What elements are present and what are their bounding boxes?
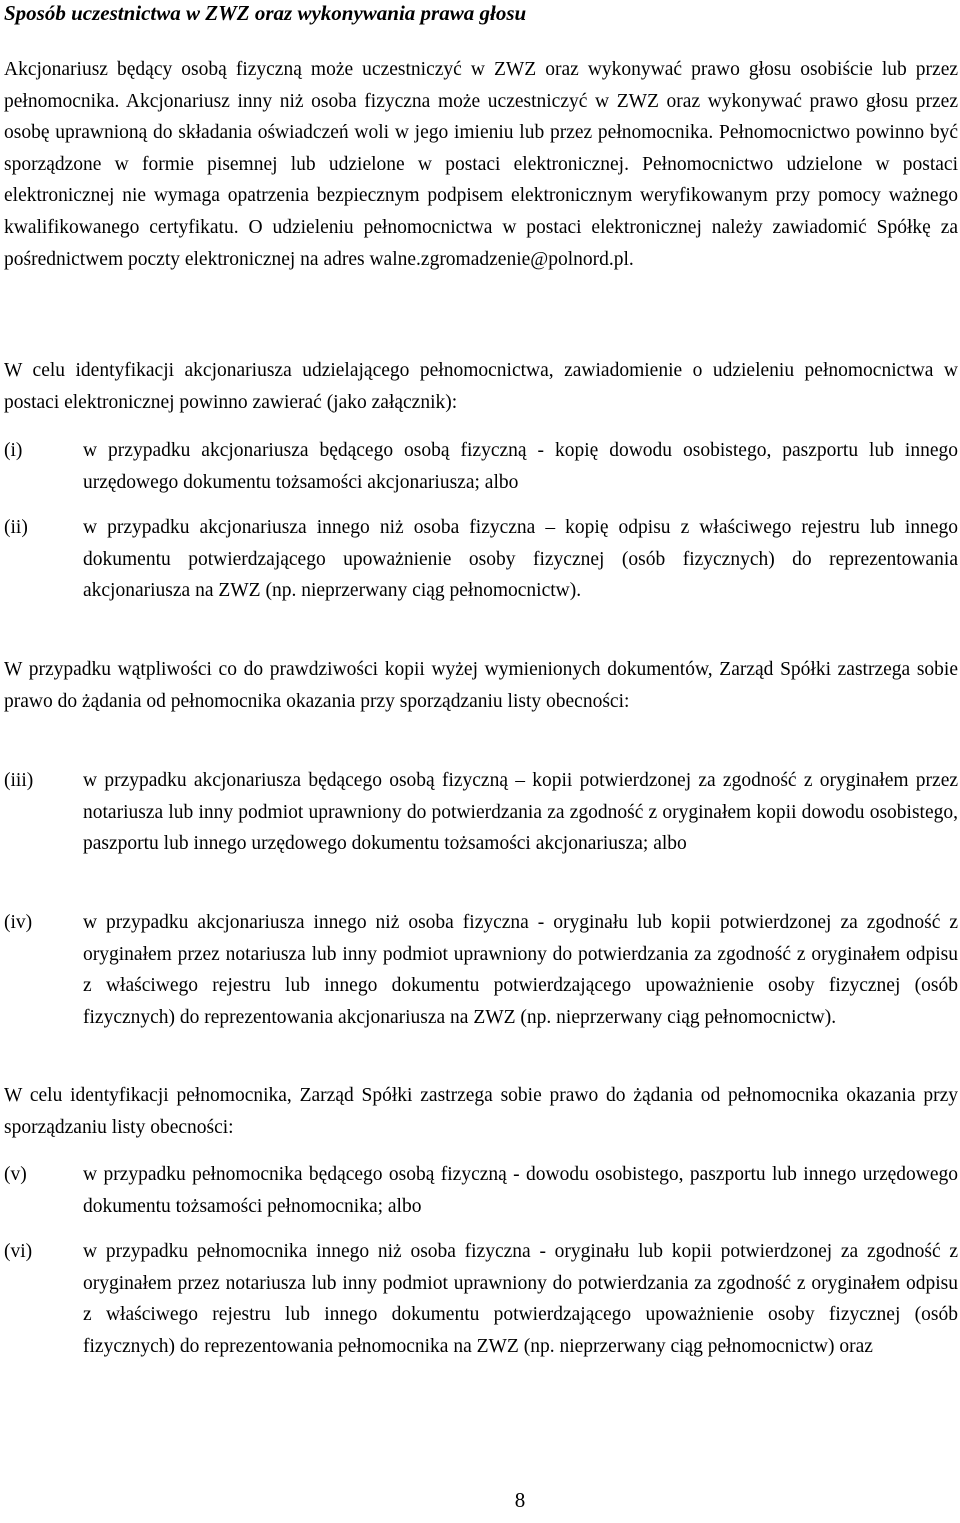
paragraph-proxy-identification: W celu identyfikacji pełnomocnika, Zarząd Spółki zastrzega sobie prawo do żądania od pełnomocnika okazania przy sporządzaniu listy obecności:	[4, 1085, 958, 1138]
page-number: 8	[514, 1488, 526, 1512]
list-item-text: w przypadku pełnomocnika będącego osobą fizyczną - dowodu osobistego, paszportu lub innego urzędowego dokumentu tożsamości pełnomocnika; albo	[83, 1164, 958, 1217]
list-item-text: w przypadku akcjonariusza innego niż osoba fizyczna - oryginału lub kopii potwierdzonej za zgodność z oryginałem przez notariusza lub inny podmiot uprawniony do potwierdzania za zgodność z oryginałem odpisu z właściwego rejestru lub innego dokumentu potwierdzającego upoważnienie osoby fizycznej (osób fizycznych) do reprezentowania akcjonariusza na ZWZ (np. nieprzerwany ciąg pełnomocnictw).	[83, 912, 958, 1028]
paragraph-document-verification: W przypadku wątpliwości co do prawdziwości kopii wyżej wymienionych dokumentów, Zarząd Spółki zastrzega sobie prawo do żądania od pełnomocnika okazania przy sporządzaniu listy obecności:	[4, 659, 958, 712]
list-item	[4, 1236, 958, 1362]
section-heading: Sposób uczestnictwa w ZWZ oraz wykonywania prawa głosu	[4, 1, 527, 25]
list-item-text: w przypadku akcjonariusza innego niż osoba fizyczna – kopię odpisu z właściwego rejestru lub innego dokumentu potwierdzającego upoważnienie osoby fizycznej (osób fizycznych) do reprezentowania akcjonariusza na ZWZ (np. nieprzerwany ciąg pełnomocnictw).	[83, 517, 958, 602]
list-item	[4, 765, 958, 860]
list-item	[4, 512, 958, 607]
list-marker: (vi)	[4, 1241, 33, 1262]
paragraph-participation-rules: Akcjonariusz będący osobą fizyczną może uczestniczyć w ZWZ oraz wykonywać prawo głosu osobiście lub przez pełnomocnika. Akcjonariusz inny niż osoba fizyczna może uczestniczyć w ZWZ oraz wykonywać prawo głosu przez osobę uprawnioną do składania oświadczeń woli w jego imieniu lub przez pełnomocnika. Pełnomocnictwo powinno być sporządzone w formie pisemnej lub udzielone w postaci elektronicznej. Pełnomocnictwo udzielone w postaci elektronicznej nie wymaga opatrzenia bezpiecznym podpisem elektronicznym weryfikowanym przy pomocy ważnego kwalifikowanego certyfikatu. O udzieleniu pełnomocnictwa w postaci elektronicznej należy zawiadomić Spółkę za pośrednictwem poczty elektronicznej na adres walne.zgromadzenie@polnord.pl.	[4, 59, 958, 270]
list-item	[4, 1159, 958, 1222]
list-item-text: w przypadku pełnomocnika innego niż osoba fizyczna - oryginału lub kopii potwierdzonej za zgodność z oryginałem przez notariusza lub inny podmiot uprawniony do potwierdzania za zgodność z oryginałem odpisu z właściwego rejestru lub innego dokumentu potwierdzającego upoważnienie osoby fizycznej (osób fizycznych) do reprezentowania pełnomocnika na ZWZ (np. nieprzerwany ciąg pełnomocnictw) oraz	[83, 1241, 958, 1357]
list-item	[4, 907, 958, 1033]
list-marker: (iv)	[4, 912, 33, 933]
list-marker: (iii)	[4, 770, 34, 791]
list-item-text: w przypadku akcjonariusza będącego osobą fizyczną - kopię dowodu osobistego, paszportu lub innego urzędowego dokumentu tożsamości akcjonariusza; albo	[83, 440, 958, 493]
list-marker: (v)	[4, 1164, 27, 1185]
list-marker: (ii)	[4, 517, 28, 538]
list-item-text: w przypadku akcjonariusza będącego osobą fizyczną – kopii potwierdzonej za zgodność z oryginałem przez notariusza lub inny podmiot uprawniony do potwierdzania za zgodność z oryginałem kopii dowodu osobistego, paszportu lub innego urzędowego dokumentu tożsamości akcjonariusza; albo	[83, 770, 958, 855]
list-item	[4, 435, 958, 498]
list-marker: (i)	[4, 440, 23, 461]
paragraph-shareholder-identification: W celu identyfikacji akcjonariusza udzielającego pełnomocnictwa, zawiadomienie o udzieleniu pełnomocnictwa w postaci elektronicznej powinno zawierać (jako załącznik):	[4, 360, 958, 413]
